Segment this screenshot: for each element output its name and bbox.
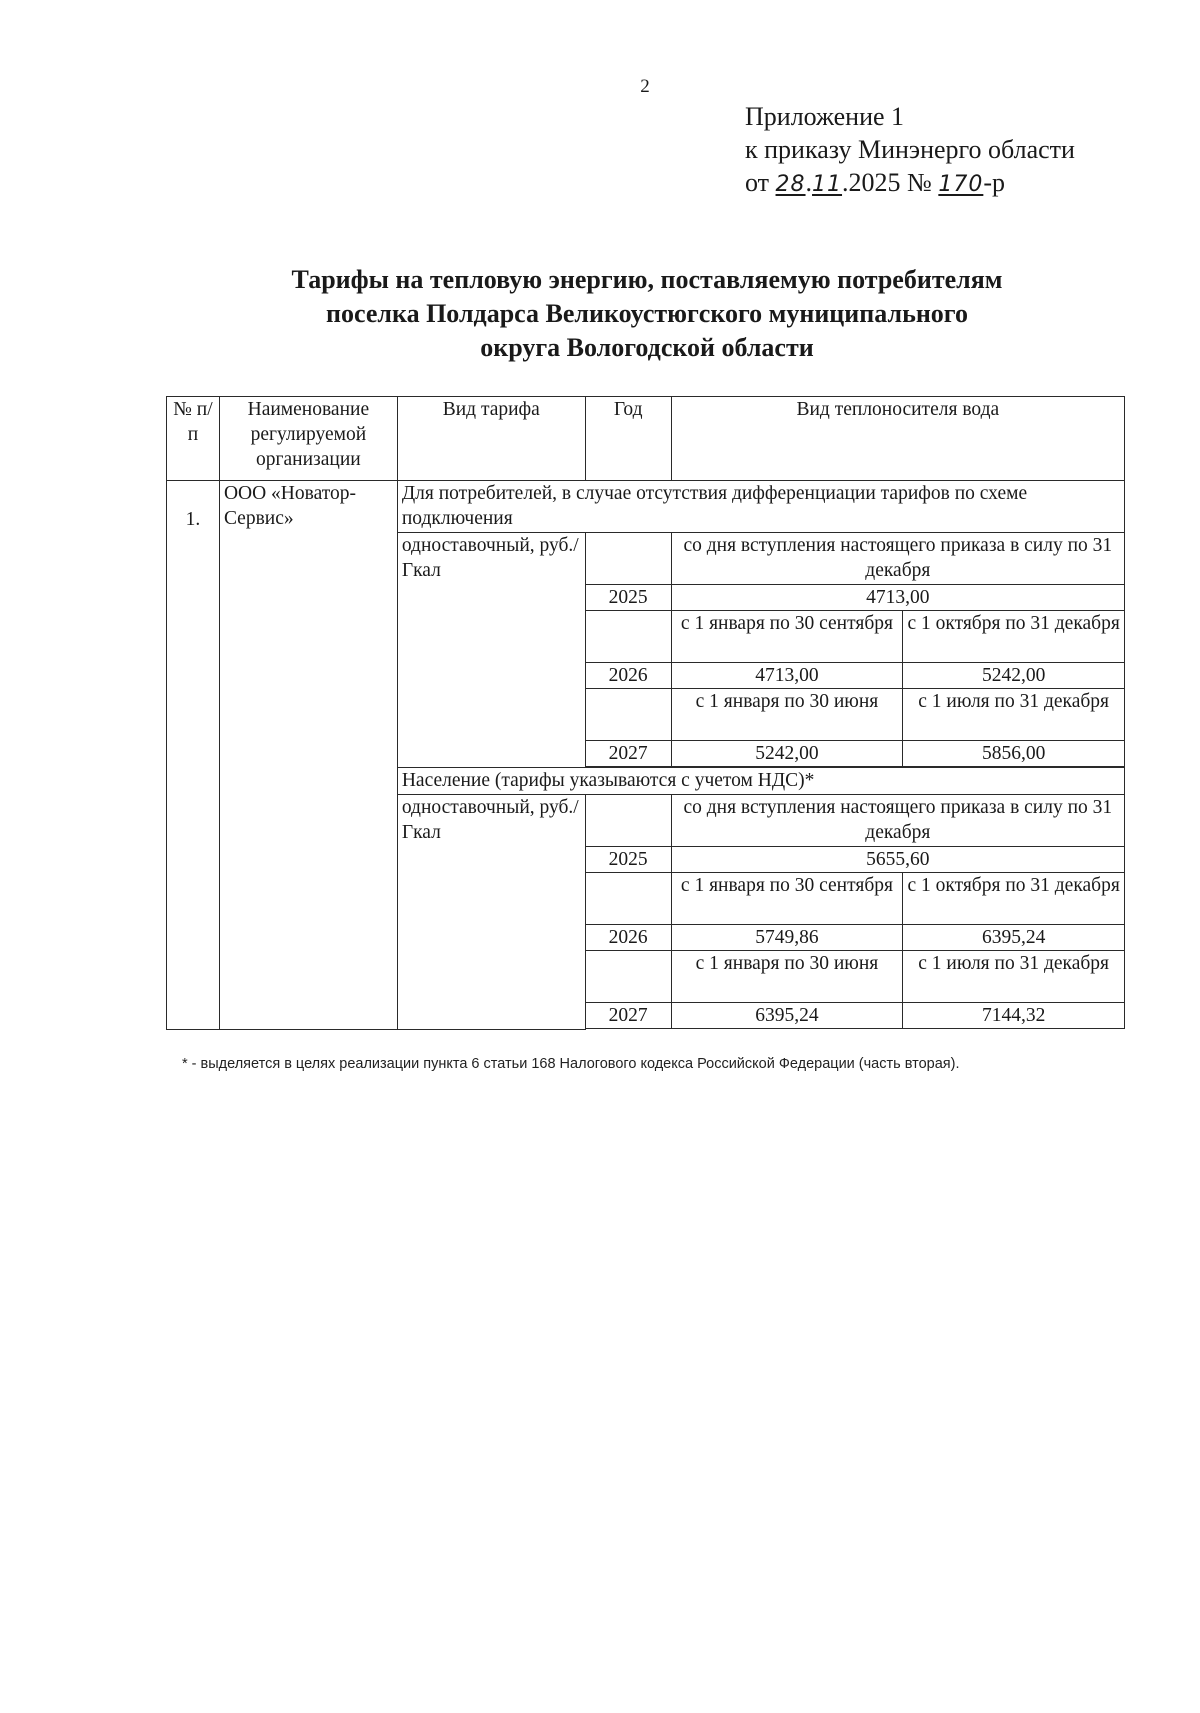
title-line-1: Тарифы на тепловую энергию, поставляемую потребителям xyxy=(291,265,1003,294)
period-cell: с 1 октября по 31 декабря xyxy=(903,873,1125,925)
page-number: 2 xyxy=(640,76,650,97)
document-title xyxy=(168,263,1126,365)
period-cell: с 1 января по 30 июня xyxy=(671,951,903,1003)
period-cell: с 1 октября по 31 декабря xyxy=(903,611,1125,663)
appendix-order-ref: к приказу Минэнерго области xyxy=(745,135,1075,164)
year-cell: 2027 xyxy=(585,741,671,767)
date-month: 11 xyxy=(812,172,843,197)
year-cell: 2026 xyxy=(585,663,671,689)
date-prefix: от xyxy=(745,168,770,197)
appendix-date-line: от 28.11.2025 № 170-р xyxy=(745,168,1006,197)
title-line-3: округа Вологодской области xyxy=(480,333,814,362)
header-org: Наименование регулируемой организации xyxy=(219,397,397,481)
year-cell: 2025 xyxy=(585,847,671,873)
period-2025: со дня вступления настоящего приказа в силу по 31 декабря xyxy=(671,533,1124,585)
period-cell: с 1 января по 30 сентября xyxy=(671,611,903,663)
header-type: Вид тарифа xyxy=(397,397,585,481)
order-suffix: -р xyxy=(983,168,1006,197)
year-cell: 2025 xyxy=(585,585,671,611)
header-year: Год xyxy=(585,397,671,481)
tariff-type: одноставочный, руб./Гкал xyxy=(397,795,585,1030)
period-cell: с 1 января по 30 июня xyxy=(671,689,903,741)
title-line-2: поселка Полдарса Великоустюгского муниципального xyxy=(326,299,968,328)
value-cell: 5749,86 xyxy=(671,925,903,951)
footnote: * - выделяется в целях реализации пункта 6 статьи 168 Налогового кодекса Российской Федерации (часть вторая). xyxy=(182,1056,960,1072)
period-cell: с 1 января по 30 сентября xyxy=(671,873,903,925)
value-cell: 4713,00 xyxy=(671,585,1124,611)
row-number: 1. xyxy=(167,481,220,1030)
year-cell: 2027 xyxy=(585,1003,671,1029)
value-cell: 6395,24 xyxy=(903,925,1125,951)
table-header-row xyxy=(167,397,1125,481)
value-cell: 5856,00 xyxy=(903,741,1125,767)
tariff-type: одноставочный, руб./Гкал xyxy=(397,533,585,768)
date-day: 28 xyxy=(775,172,806,197)
value-cell: 7144,32 xyxy=(903,1003,1125,1029)
period-2025: со дня вступления настоящего приказа в силу по 31 декабря xyxy=(671,795,1124,847)
period-cell: с 1 июля по 31 декабря xyxy=(903,951,1125,1003)
section-heading: Для потребителей, в случае отсутствия дифференциации тарифов по схеме подключения xyxy=(397,481,1124,533)
appendix-title: Приложение 1 xyxy=(745,102,905,131)
section-heading: Население (тарифы указываются с учетом НДС)* xyxy=(397,768,1124,795)
value-cell: 4713,00 xyxy=(671,663,903,689)
year-cell: 2026 xyxy=(585,925,671,951)
date-year: .2025 № xyxy=(842,168,932,197)
value-cell: 5242,00 xyxy=(671,741,903,767)
value-cell: 5242,00 xyxy=(903,663,1125,689)
value-cell: 6395,24 xyxy=(671,1003,903,1029)
appendix-block xyxy=(745,100,1075,201)
header-carrier: Вид теплоносителя вода xyxy=(671,397,1124,481)
period-cell: с 1 июля по 31 декабря xyxy=(903,689,1125,741)
header-num: № п/п xyxy=(167,397,220,481)
value-cell: 5655,60 xyxy=(671,847,1124,873)
order-number: 170 xyxy=(938,172,984,197)
org-name: ООО «Новатор-Сервис» xyxy=(219,481,397,1030)
tariff-table xyxy=(166,396,1125,1030)
table-row xyxy=(167,481,1125,533)
